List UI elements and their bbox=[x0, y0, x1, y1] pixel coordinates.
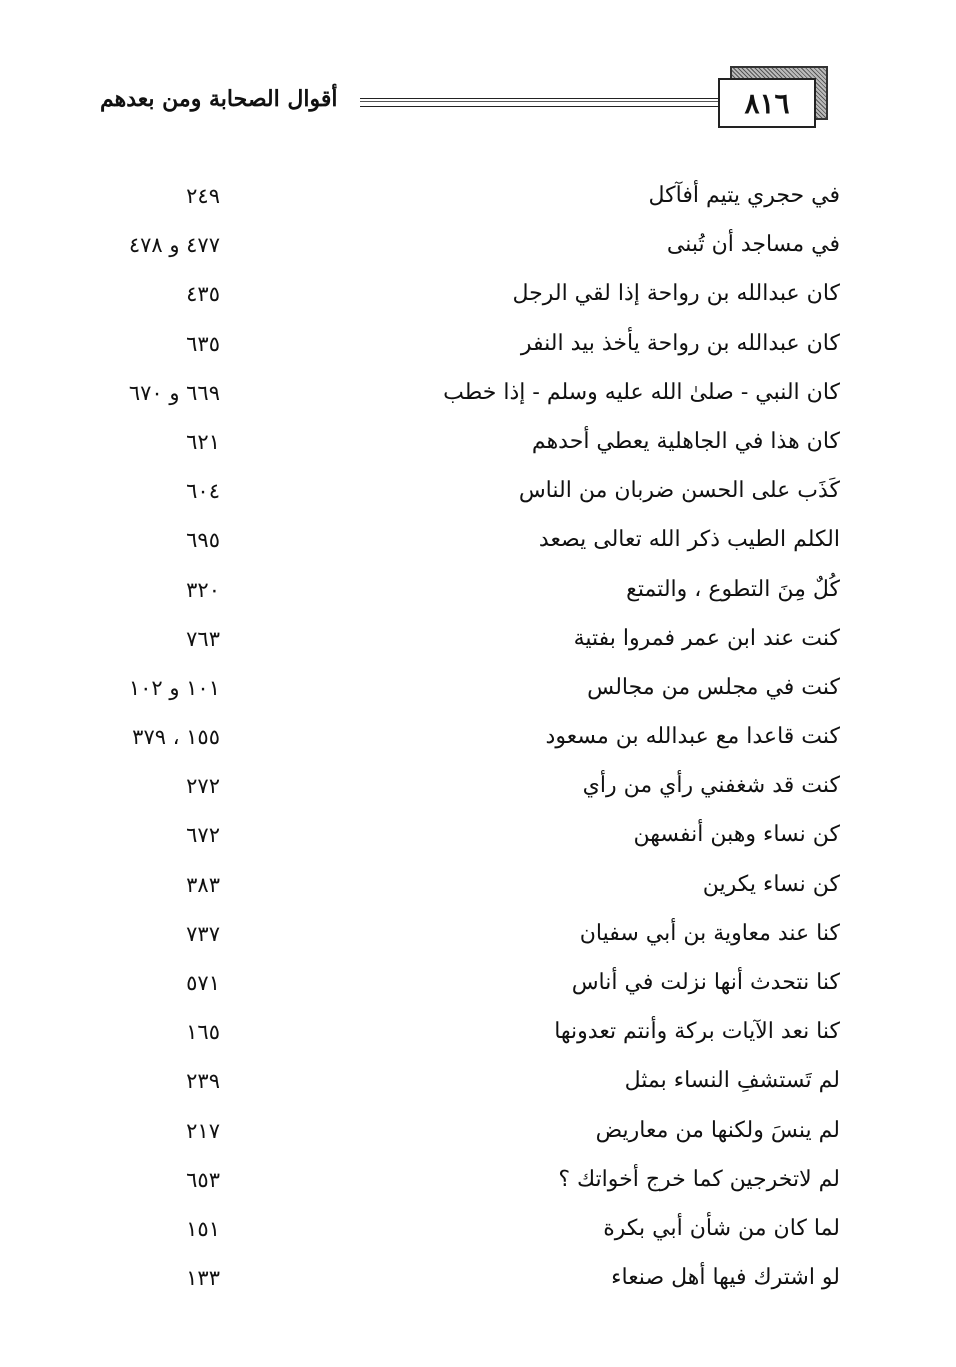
entry-text: كان عبدالله بن رواحة يأخذ بيد النفر bbox=[520, 330, 840, 356]
entry-pages: ١٥٥ ، ٣٧٩ bbox=[132, 725, 220, 750]
index-entry bbox=[90, 570, 840, 619]
entry-pages: ٦٥٣ bbox=[186, 1167, 220, 1192]
entry-pages: ٤٧٧ و ٤٧٨ bbox=[128, 233, 220, 258]
index-entry bbox=[90, 668, 840, 717]
page-number: ٨١٦ bbox=[718, 78, 816, 128]
entry-text: لم تَستشفِ النساء بمثل bbox=[624, 1068, 840, 1094]
entry-text: لما كان من شأن أبي بكرة bbox=[603, 1215, 840, 1241]
entry-pages: ٦٩٥ bbox=[186, 528, 220, 553]
entry-text: في حجري يتيم أفآكل bbox=[648, 183, 840, 208]
entry-text: لو اشترك فيها أهل صنعاء bbox=[611, 1265, 840, 1291]
entry-pages: ٦٣٥ bbox=[186, 331, 220, 356]
index-entry bbox=[90, 324, 840, 373]
entry-text: كنا نتحدث أنها نزلت في أناس bbox=[571, 970, 840, 995]
index-entry bbox=[90, 1160, 840, 1209]
entry-text: كنت قد شغفني رأي من رأي bbox=[582, 773, 840, 799]
entry-text: كنت في مجلس من مجالس bbox=[587, 674, 840, 700]
entry-text: الكلم الطيب ذكر الله تعالى يصعد bbox=[538, 527, 840, 553]
entry-text: كان هذا في الجاهلية يعطي أحدهم bbox=[531, 428, 840, 454]
index-entry bbox=[90, 176, 840, 225]
running-title: أقوال الصحابة ومن بعدهم bbox=[100, 86, 338, 112]
entry-pages: ٢١٧ bbox=[186, 1118, 220, 1143]
index-entry bbox=[90, 373, 840, 422]
index-entry bbox=[90, 914, 840, 963]
index-entry bbox=[90, 520, 840, 569]
index-entry bbox=[90, 422, 840, 471]
entry-pages: ٦٧٢ bbox=[186, 823, 220, 848]
index-entry bbox=[90, 1111, 840, 1160]
entry-pages: ٣٨٣ bbox=[186, 872, 220, 897]
index-entry bbox=[90, 717, 840, 766]
entry-pages: ٧٣٧ bbox=[186, 921, 220, 946]
entry-pages: ٤٣٥ bbox=[186, 282, 220, 307]
index-entry bbox=[90, 225, 840, 274]
entry-pages: ٦٢١ bbox=[186, 429, 220, 454]
index-entry bbox=[90, 619, 840, 668]
index-entry bbox=[90, 471, 840, 520]
index-entry bbox=[90, 274, 840, 323]
entry-pages: ١٥١ bbox=[186, 1216, 220, 1241]
entry-pages: ٢٤٩ bbox=[186, 184, 220, 208]
index-entry bbox=[90, 963, 840, 1012]
entry-text: لم لاتخرجين كما خرج أخواتك ؟ bbox=[558, 1166, 840, 1192]
entry-text: كن نساء يكرين bbox=[702, 871, 840, 897]
entry-text: كنا نعد الآيات بركة وأنتم تعدونها bbox=[554, 1019, 840, 1045]
entry-pages: ٢٧٢ bbox=[186, 774, 220, 799]
entry-text: كان النبي - صلىٰ الله عليه وسلم - إذا خطب bbox=[443, 379, 840, 405]
index-entry bbox=[90, 766, 840, 815]
header-rule bbox=[360, 98, 718, 107]
index-entry bbox=[90, 815, 840, 864]
index-entry bbox=[90, 1012, 840, 1061]
entry-pages: ٧٦٣ bbox=[186, 626, 220, 651]
entry-text: كُلٌ مِنَ التطوع ، والتمتع bbox=[626, 576, 840, 602]
entry-pages: ١٦٥ bbox=[186, 1020, 220, 1045]
index-list bbox=[90, 176, 840, 1307]
entry-text: كنت قاعدا مع عبدالله بن مسعود bbox=[545, 724, 840, 750]
entry-pages: ٥٧١ bbox=[186, 971, 220, 995]
entry-text: كان عبدالله بن رواحة إذا لقي الرجل bbox=[512, 281, 840, 307]
entry-pages: ٦٠٤ bbox=[186, 479, 220, 504]
entry-pages: ٢٣٩ bbox=[186, 1069, 220, 1094]
entry-pages: ٦٦٩ و ٦٧٠ bbox=[128, 380, 220, 405]
entry-pages: ١٣٣ bbox=[186, 1266, 220, 1291]
entry-pages: ٣٢٠ bbox=[186, 577, 220, 602]
entry-text: في مساجد أن تُبنى bbox=[666, 232, 840, 258]
index-entry bbox=[90, 1258, 840, 1307]
entry-pages: ١٠١ و ١٠٢ bbox=[128, 675, 220, 700]
entry-text: كَذَب على الحسن ضربان من الناس bbox=[518, 478, 840, 504]
index-entry bbox=[90, 865, 840, 914]
entry-text: لم ينسَ ولكنها من معاريض bbox=[595, 1117, 840, 1143]
entry-text: كنا عند معاوية بن أبي سفيان bbox=[579, 920, 840, 946]
entry-text: كنت عند ابن عمر فمروا بفتية bbox=[573, 625, 840, 651]
entry-text: كن نساء وهبن أنفسهن bbox=[633, 822, 840, 848]
index-entry bbox=[90, 1209, 840, 1258]
index-entry bbox=[90, 1061, 840, 1110]
